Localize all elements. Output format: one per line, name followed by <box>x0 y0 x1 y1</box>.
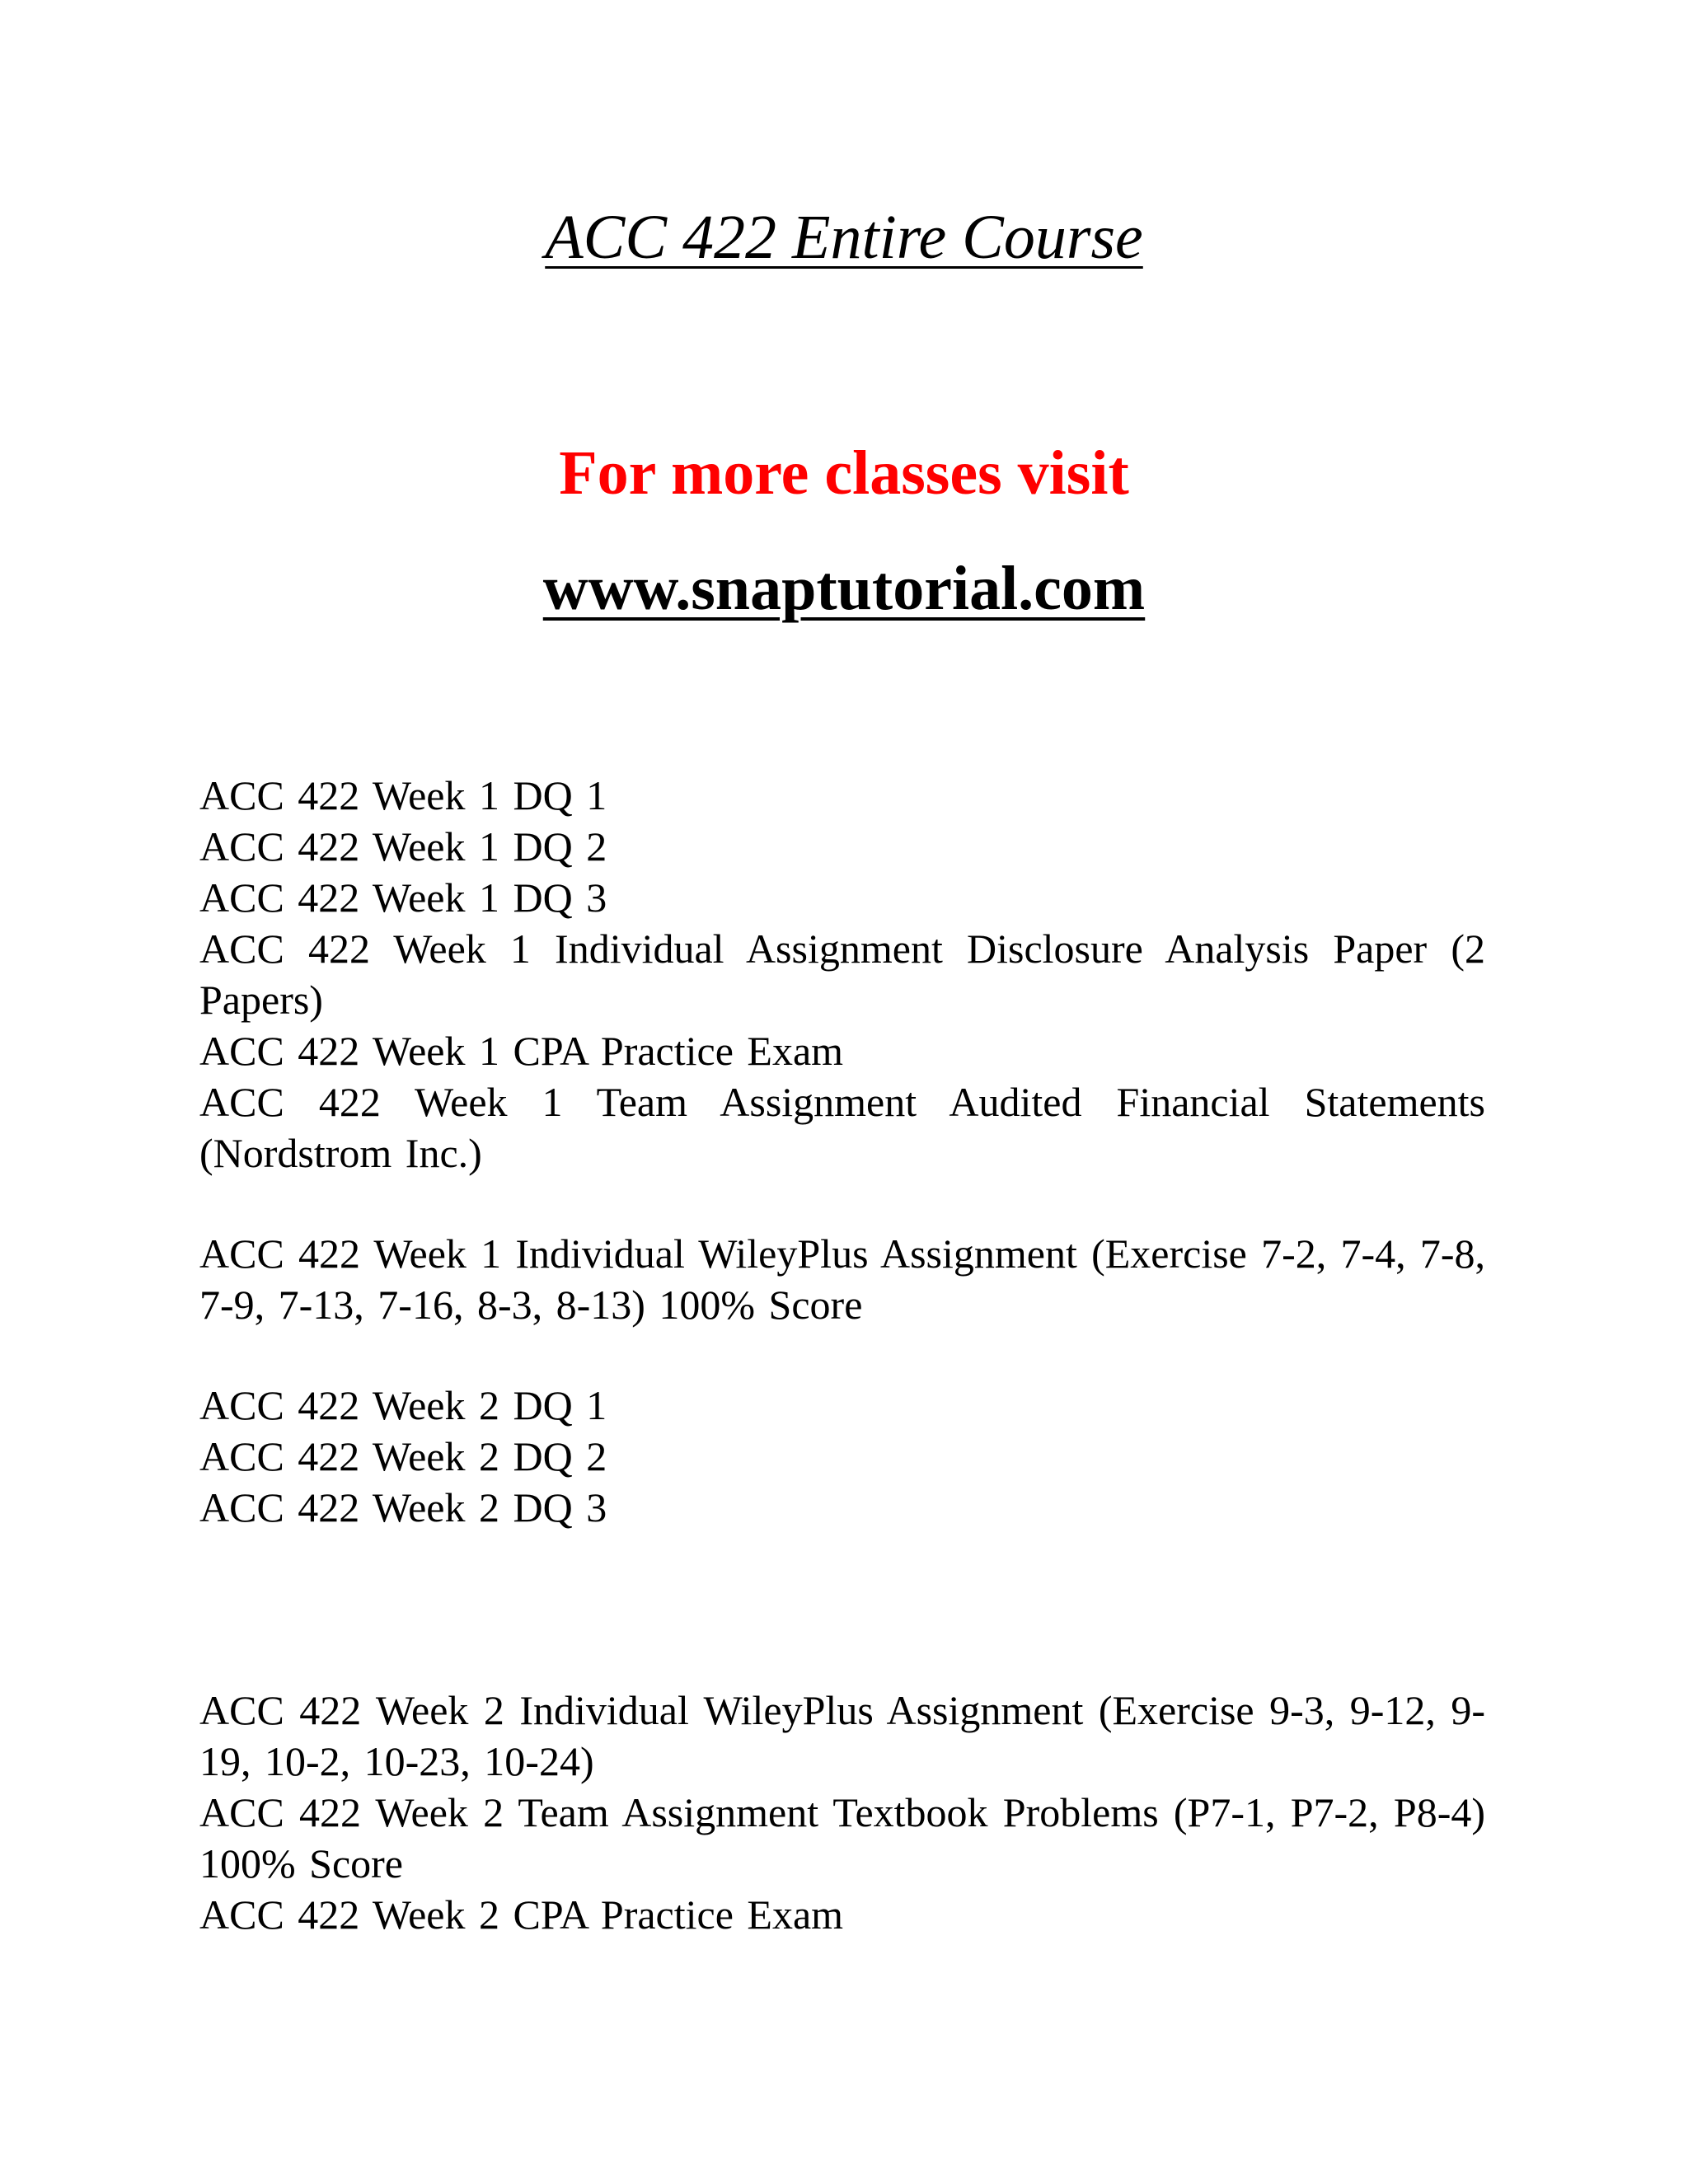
list-item: ACC 422 Week 1 DQ 2 <box>199 823 607 869</box>
list-item: ACC 422 Week 1 DQ 3 <box>199 874 607 921</box>
list-item: ACC 422 Week 2 Team Assignment Textbook Problems (P7-1, P7-2, P8-4) 100% Score <box>199 1789 1485 1886</box>
list-item: ACC 422 Week 1 Team Assignment Audited Financial Statements (Nordstrom Inc.) <box>199 1079 1485 1176</box>
site-link-container <box>0 547 1688 630</box>
list-item: ACC 422 Week 2 Individual WileyPlus Assignment (Exercise 9-3, 9-12, 9-19, 10-2, 10-23, 10-24) <box>199 1687 1485 1784</box>
page-title-text: ACC 422 Entire Course <box>545 203 1143 272</box>
list-item: ACC 422 Week 2 CPA Practice Exam <box>199 1891 844 1938</box>
list-item: ACC 422 Week 2 DQ 2 <box>199 1433 607 1479</box>
list-item: ACC 422 Week 1 CPA Practice Exam <box>199 1028 844 1074</box>
promo-text: For more classes visit <box>559 438 1129 508</box>
page-title <box>0 196 1688 279</box>
list-item: ACC 422 Week 1 DQ 1 <box>199 772 607 818</box>
list-item: ACC 422 Week 2 DQ 3 <box>199 1484 607 1530</box>
site-link[interactable]: www.snaptutorial.com <box>542 554 1146 623</box>
list-item: ACC 422 Week 2 DQ 1 <box>199 1382 607 1428</box>
list-item: ACC 422 Week 1 Individual WileyPlus Assignment (Exercise 7-2, 7-4, 7-8, 7-9, 7-13, 7-16, 8-3, 8-13) 100% Score <box>199 1230 1485 1328</box>
list-item: ACC 422 Week 1 Individual Assignment Disclosure Analysis Paper (2 Papers) <box>199 926 1485 1023</box>
course-list <box>199 770 1485 1940</box>
